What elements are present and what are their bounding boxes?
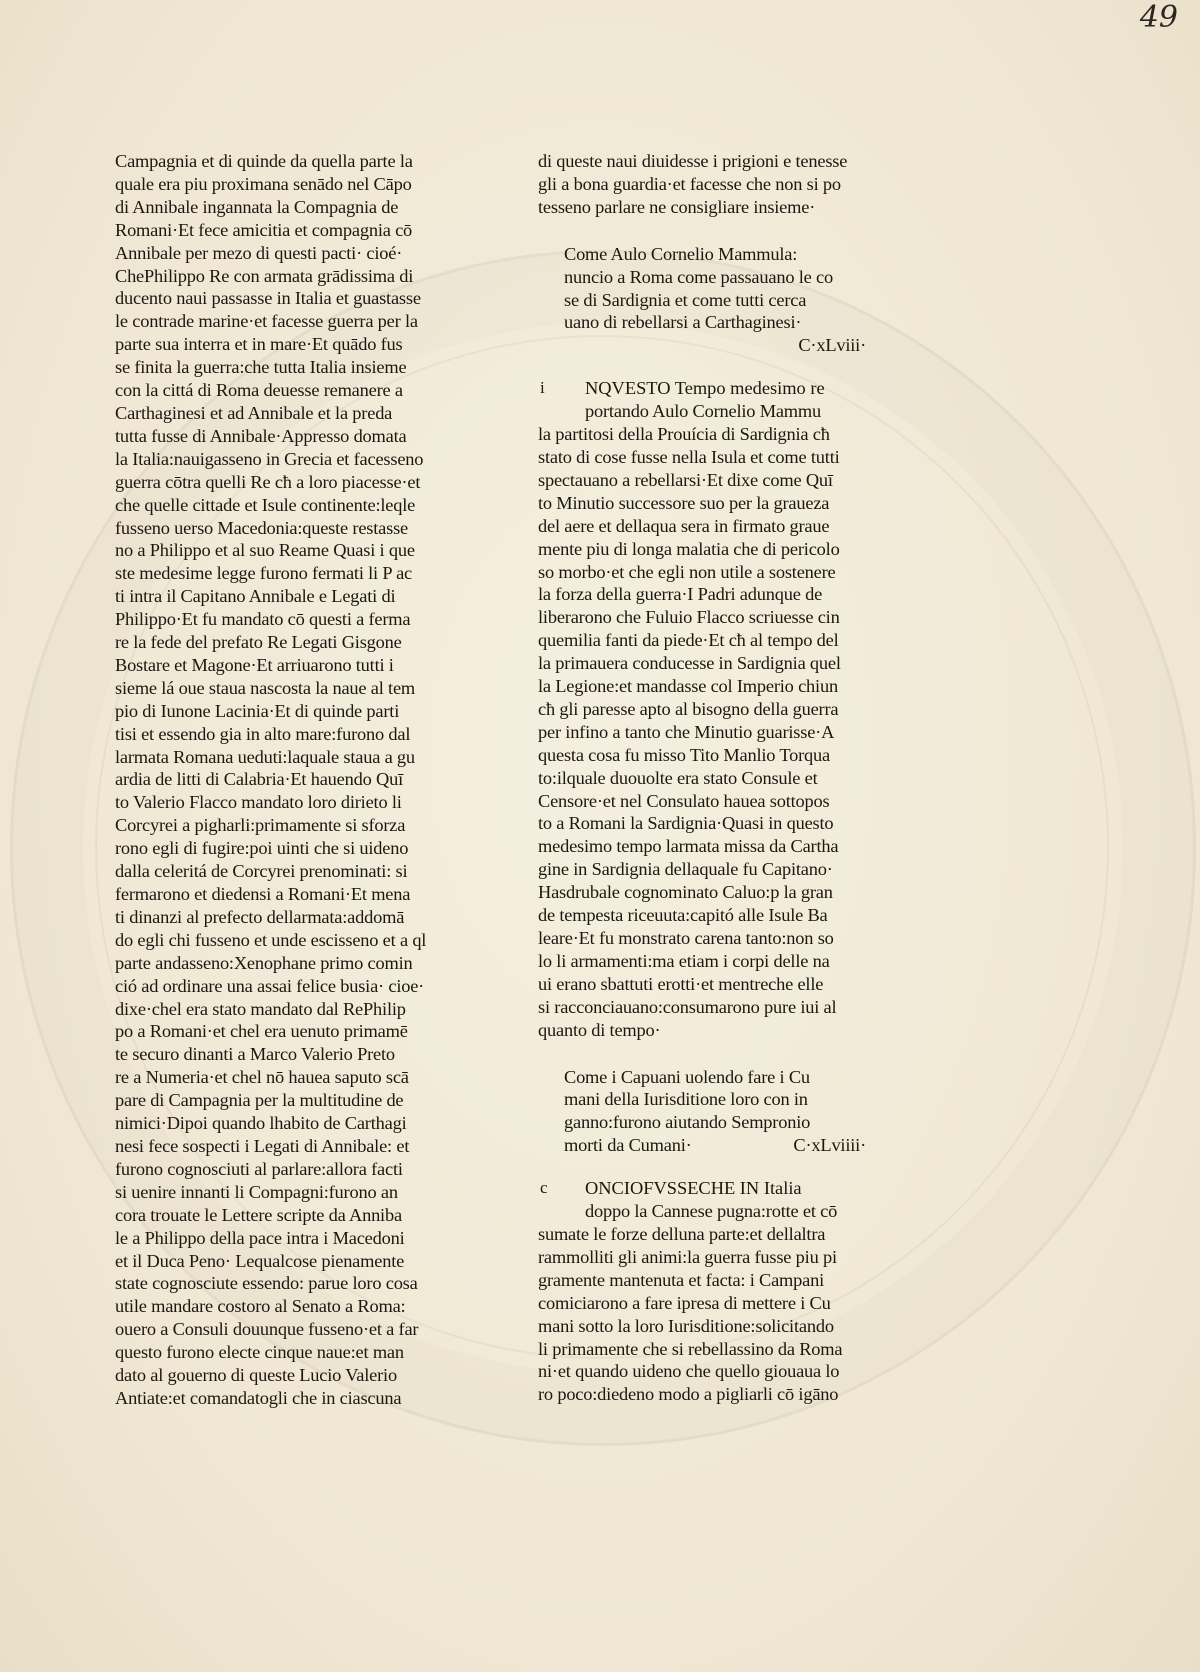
text-line: di queste naui diuidesse i prigioni e tenesse bbox=[538, 151, 848, 171]
text-line: cħ gli paresse apto al bisogno della guerra bbox=[538, 698, 839, 719]
rubric-2-last-line bbox=[538, 1134, 866, 1157]
text-line: le a Philippo della pace intra i Macedoni bbox=[115, 1227, 405, 1248]
rubric-2-last-text: morti da Cumani· bbox=[564, 1135, 692, 1156]
text-line: ti dinanzi al prefecto dellarmata:addomā bbox=[115, 906, 405, 927]
text-line: nesi fece sospecti i Legati di Annibale: et bbox=[115, 1135, 410, 1156]
text-line: rammolliti gli animi:la guerra fusse piu pi bbox=[538, 1246, 837, 1267]
text-line: la primauera conducesse in Sardignia quel bbox=[538, 653, 841, 674]
text-line: to Minutio successore suo per la graueza bbox=[538, 492, 830, 513]
chapter-2-heading-text: ONCIOFVSSECHE IN Italia bbox=[585, 1178, 802, 1199]
text-line: del aere et dellaqua sera in firmato graue bbox=[538, 515, 830, 536]
text-line: Censore·et nel Consulato hauea sottopos bbox=[538, 790, 830, 811]
text-line: Antiate:et comandatogli che in ciascuna bbox=[115, 1387, 402, 1408]
text-line: lo li armamenti:ma etiam i corpi delle na bbox=[538, 950, 830, 971]
text-line: liberarono che Fuluio Flacco scriuesse cin bbox=[538, 607, 840, 628]
text-line: che quelle cittade et Isule continente:leqle bbox=[115, 494, 416, 515]
text-line: re a Numeria·et chel nō hauea saputo scā bbox=[115, 1067, 409, 1088]
text-line: stato di cose fusse nella Isula et come tutti bbox=[538, 446, 840, 467]
text-line: con la cittá di Roma deuesse remanere a bbox=[115, 380, 403, 401]
chapter-1-heading bbox=[538, 377, 866, 400]
text-line: ChePhilippo Re con armata grādissima di bbox=[115, 265, 414, 286]
text-line: la Italia:nauigasseno in Grecia et facesseno bbox=[115, 448, 424, 469]
text-line: la Legione:et mandasse col Imperio chiun bbox=[538, 676, 838, 697]
text-line: sumate le forze delluna parte:et dellaltra bbox=[538, 1223, 826, 1244]
text-line: mani sotto la loro Iurisditione:solicitando bbox=[538, 1315, 834, 1336]
rubric-line: nuncio a Roma come passauano le co bbox=[564, 266, 833, 287]
text-line: gramente mantenuta et facta: i Campani bbox=[538, 1269, 825, 1290]
text-line: dixe·chel era stato mandato dal RePhilip bbox=[115, 998, 406, 1019]
text-line: utile mandare costoro al Senato a Roma: bbox=[115, 1296, 406, 1317]
text-line: pare di Campagnia per la multitudine de bbox=[115, 1090, 404, 1111]
text-line: do egli chi fusseno et unde escisseno et a ql bbox=[115, 929, 427, 950]
text-line: ardia de litti di Calabria·Et hauendo Quī bbox=[115, 769, 403, 790]
text-line: gli a bona guardia·et facesse che non si po bbox=[538, 173, 841, 194]
rubric-line: se di Sardignia et come tutti cerca bbox=[564, 289, 807, 310]
text-line: Romani·Et fece amicitia et compagnia cō bbox=[115, 219, 413, 240]
text-line: ste medesime legge furono fermati li P ac bbox=[115, 563, 413, 584]
text-line: Annibale per mezo di questi pacti· cioé· bbox=[115, 242, 403, 263]
text-line: ro poco:diedeno modo a pigliarli cō igāno bbox=[538, 1384, 839, 1405]
text-line: se finita la guerra:che tutta Italia insieme bbox=[115, 357, 407, 378]
rubric-1-number: C·xLviii· bbox=[798, 335, 866, 356]
text-line: Corcyrei a pigharli:primamente si sforza bbox=[115, 815, 406, 836]
text-line: questa cosa fu misso Tito Manlio Torqua bbox=[538, 744, 830, 765]
text-line: portando Aulo Cornelio Mammu bbox=[585, 401, 822, 422]
text-line: Carthaginesi et ad Annibale et la preda bbox=[115, 402, 393, 423]
text-line: to Valerio Flacco mandato loro dirieto li bbox=[115, 792, 402, 813]
text-line: larmata Romana ueduti:laquale staua a gu bbox=[115, 746, 415, 767]
text-line: li primamente che si rebellassino da Roma bbox=[538, 1338, 843, 1359]
text-line: tisi et essendo gia in alto mare:furono dal bbox=[115, 723, 411, 744]
rubric-2-number: C·xLviiii· bbox=[793, 1135, 866, 1156]
right-column bbox=[538, 150, 866, 1406]
text-line: sieme lá oue staua nascosta la naue al tem bbox=[115, 677, 416, 698]
text-line: comiciarono a fare ipresa di mettere i Cu bbox=[538, 1292, 831, 1313]
guide-letter: c bbox=[540, 1178, 548, 1198]
text-line: ui erano sbattuti erotti·et mentreche elle bbox=[538, 973, 824, 994]
text-line: pio di Iunone Lacinia·Et di quinde parti bbox=[115, 700, 400, 721]
text-line: po a Romani·et chel era uenuto primamē bbox=[115, 1021, 408, 1042]
rubric-2 bbox=[538, 1066, 866, 1135]
text-line: mente piu di longa malatia che di pericolo bbox=[538, 538, 840, 559]
text-line: per infino a tanto che Minutio guarisse·A bbox=[538, 721, 835, 742]
text-line: Hasdrubale cognominato Caluo:p la gran bbox=[538, 882, 833, 903]
text-line: parte andasseno:Xenophane primo comin bbox=[115, 952, 413, 973]
text-line: quemilia fanti da piede·Et cħ al tempo del bbox=[538, 630, 839, 651]
rubric-line: ganno:furono aiutando Sempronio bbox=[564, 1112, 811, 1133]
guide-letter: i bbox=[540, 378, 545, 398]
left-column bbox=[115, 150, 440, 1410]
text-line: di Annibale ingannata la Compagnia de bbox=[115, 196, 399, 217]
text-line: leare·Et fu monstrato carena tanto:non so bbox=[538, 928, 834, 948]
text-line: so morbo·et che egli non utile a sostenere bbox=[538, 561, 836, 582]
text-line: Philippo·Et fu mandato cō questi a ferma bbox=[115, 609, 411, 630]
folio-number: 49 bbox=[1139, 0, 1178, 35]
text-line: la forza della guerra·I Padri adunque de bbox=[538, 584, 823, 605]
rubric-line: Come i Capuani uolendo fare i Cu bbox=[564, 1066, 810, 1087]
text-line: ducento naui passasse in Italia et guastasse bbox=[115, 288, 421, 309]
text-line: te securo dinanti a Marco Valerio Preto bbox=[115, 1044, 395, 1065]
chapter-2-text bbox=[538, 1200, 866, 1406]
text-line: ció ad ordinare una assai felice busia· cioe· bbox=[115, 975, 425, 996]
intro-text bbox=[538, 150, 866, 219]
text-line: ti intra il Capitano Annibale e Legati di bbox=[115, 586, 396, 607]
text-line: fusseno uerso Macedonia:queste restasse bbox=[115, 517, 408, 538]
text-line: et il Duca Peno· Lequalcose pienamente bbox=[115, 1250, 405, 1271]
text-line: quanto di tempo· bbox=[538, 1019, 661, 1040]
chapter-1-heading-text: NQVESTO Tempo medesimo re bbox=[585, 378, 825, 399]
chapter-1-text bbox=[538, 400, 866, 1041]
text-line: dato al gouerno di queste Lucio Valerio bbox=[115, 1365, 397, 1386]
text-line: la partitosi della Prouícia di Sardignia cħ bbox=[538, 424, 830, 445]
text-line: nimici·Dipoi quando lhabito de Carthagi bbox=[115, 1113, 407, 1134]
text-line: questo furono electe cinque naue:et man bbox=[115, 1342, 404, 1363]
text-line: to a Romani la Sardignia·Quasi in questo bbox=[538, 813, 834, 834]
text-line: medesimo tempo larmata missa da Cartha bbox=[538, 836, 839, 857]
text-line: doppo la Cannese pugna:rotte et cō bbox=[585, 1201, 838, 1222]
text-line: furono cognosciuti al parlare:allora facti bbox=[115, 1158, 403, 1179]
text-line: le contrade marine·et facesse guerra per la bbox=[115, 311, 418, 332]
text-line: ouero a Consuli douunque fusseno·et a far bbox=[115, 1319, 419, 1340]
rubric-line: Come Aulo Cornelio Mammula: bbox=[564, 243, 798, 264]
text-line: quale era piu proximana senādo nel Cāpo bbox=[115, 173, 412, 194]
text-line: si uenire innanti li Compagni:furono an bbox=[115, 1181, 398, 1202]
text-line: rono egli di fugire:poi uinti che si uideno bbox=[115, 838, 409, 859]
text-line: de tempesta riceuuta:capitó alle Isule Ba bbox=[538, 905, 828, 926]
rubric-line: uano di rebellarsi a Carthaginesi· bbox=[564, 312, 802, 333]
text-line: to:ilquale duouolte era stato Consule et bbox=[538, 767, 818, 788]
text-line: spectauano a rebellarsi·Et dixe come Quī bbox=[538, 469, 833, 490]
text-line: guerra cōtra quelli Re cħ a loro piacesse·et bbox=[115, 471, 421, 492]
text-line: tutta fusse di Annibale·Appresso domata bbox=[115, 425, 407, 446]
text-line: fermarono et diedensi a Romani·Et mena bbox=[115, 884, 411, 904]
text-line: re la fede del prefato Re Legati Gisgone bbox=[115, 632, 402, 653]
text-line: gine in Sardignia dellaquale fu Capitano· bbox=[538, 859, 833, 880]
text-line: state cognosciute essendo: parue loro cosa bbox=[115, 1273, 418, 1294]
text-line: Bostare et Magone·Et arriuarono tutti i bbox=[115, 654, 394, 675]
text-line: si racconciauano:consumarono pure iui al bbox=[538, 996, 837, 1017]
text-line: ni·et quando uideno che quello giouaua lo bbox=[538, 1361, 840, 1382]
chapter-2-heading bbox=[538, 1177, 866, 1200]
text-line: Campagnia et di quinde da quella parte la bbox=[115, 151, 413, 171]
text-line: parte sua interra et in mare·Et quādo fus bbox=[115, 334, 403, 355]
text-line: cora trouate le Lettere scripte da Anniba bbox=[115, 1204, 402, 1225]
rubric-1 bbox=[538, 243, 866, 335]
text-line: no a Philippo et al suo Reame Quasi i que bbox=[115, 540, 415, 561]
rubric-line: mani della Iurisditione loro con in bbox=[564, 1089, 808, 1110]
text-line: tesseno parlare ne consigliare insieme· bbox=[538, 196, 816, 217]
text-line: dalla celeritá de Corcyrei prenominati: si bbox=[115, 861, 408, 882]
